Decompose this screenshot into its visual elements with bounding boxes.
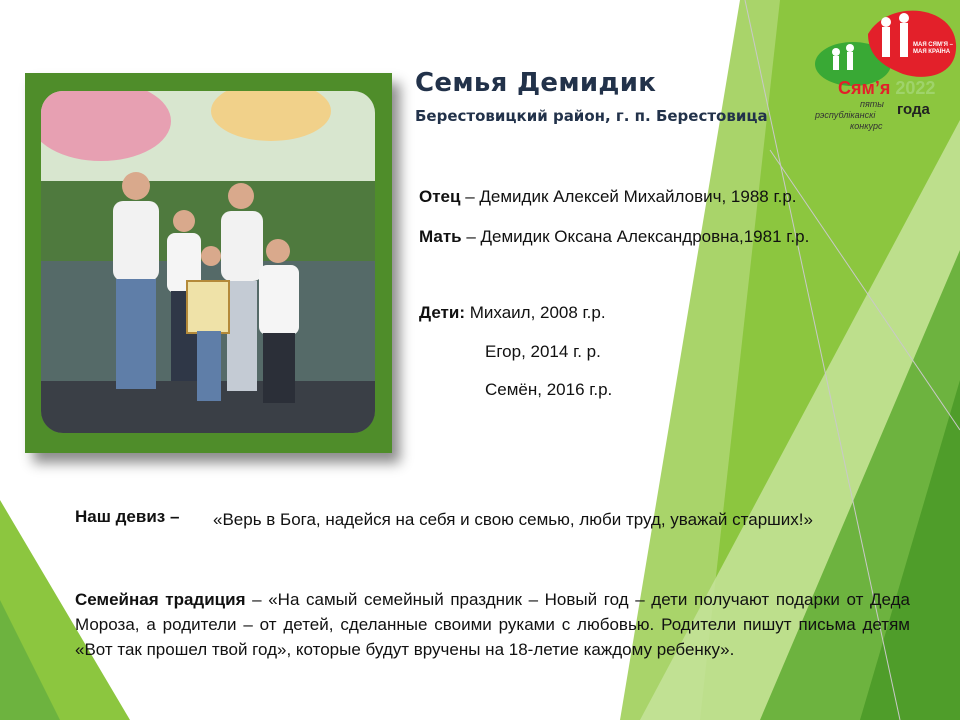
family-tradition [75,587,910,662]
child-2: Егор, 2014 г. р. [485,342,601,361]
child-1: Михаил, 2008 г.р. [469,303,606,322]
logo-brand [838,78,935,99]
logo-brand-year: 2022 [895,78,936,98]
mother-dash: – [461,227,481,246]
father-label: Отец [419,187,461,206]
mother-line [419,227,809,247]
tradition-text: – «На самый семейный праздник – Новый год – дети получают подарки от Деда Мороза, а родители – от детей, сделанные своими руками с любовью. Родители пишут письма детям «Вот так прошел твой год», которые будут вручены на 18-летие каждому ребенку». [75,590,910,659]
page-title: Семья Демидик [415,68,657,98]
father-line [419,187,797,207]
logo-line-2: рэспубліканскі [815,110,876,120]
family-photo-frame [25,73,392,453]
father-text: Демидик Алексей Михайлович, 1988 г.р. [479,187,797,206]
logo-slogan: МАЯ СЯМ’Я – МАЯ КРАЇНА [913,42,953,55]
family-photo [41,91,375,433]
father-dash: – [460,187,480,206]
child-3: Семён, 2016 г.р. [485,380,613,399]
motto-label: Наш девиз – [75,507,180,526]
logo-goda: года [897,101,930,118]
page-subtitle: Берестовицкий район, г. п. Берестовица [415,107,768,125]
children-line [419,303,606,323]
mother-label: Мать [419,227,462,246]
motto-text: «Верь в Бога, надейся на себя и свою семью, люби труд, уважай старших!» [213,510,813,529]
logo-line-1: пяты [860,99,884,109]
logo-brand-word: Сям’я [838,78,891,98]
tradition-label: Семейная традиция [75,590,246,609]
logo-line-3: конкурс [850,121,883,131]
children-label: Дети: [419,303,465,322]
mother-text: Демидик Оксана Александровна,1981 г.р. [480,227,810,246]
